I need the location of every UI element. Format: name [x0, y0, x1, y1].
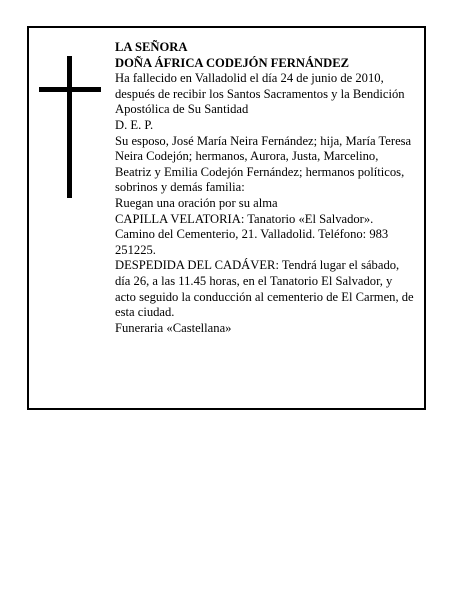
cross-vertical-bar — [67, 56, 72, 198]
prayer-request: Ruegan una oración por su alma — [115, 195, 278, 210]
obituary-notice — [27, 26, 426, 410]
cross-horizontal-bar — [39, 87, 101, 92]
notice-body — [115, 40, 415, 336]
notice-title: LA SEÑORA — [115, 40, 188, 54]
funeral-home: Funeraria «Castellana» — [115, 320, 232, 335]
chapel-info: CAPILLA VELATORIA: Tanatorio «El Salvador». Camino del Cementerio, 21. Valladolid. Teléfono: 983 251225. — [115, 211, 389, 257]
deceased-name: DOÑA ÁFRICA CODEJÓN FERNÁNDEZ — [115, 55, 350, 70]
farewell-info: DESPEDIDA DEL CADÁVER: Tendrá lugar el sábado, día 26, a las 11.45 horas, en el Tanatorio El Salvador, y acto seguido la conducción al cementerio de El Carmen, de esta ciudad. — [115, 258, 414, 320]
death-announcement: Ha fallecido en Valladolid el día 24 de junio de 2010, después de recibir los Santos Sacramentos y la Bendición Apostólica de Su Santidad — [115, 71, 405, 117]
dep-line: D. E. P. — [115, 117, 154, 132]
family-list: Su esposo, José María Neira Fernández; hija, María Teresa Neira Codejón; hermanos, Aurora, Justa, Marcelino, Beatriz y Emilia Codejón Fernández; hermanos políticos, sobrinos y demás familia: — [115, 133, 412, 195]
cross-icon — [39, 56, 101, 198]
